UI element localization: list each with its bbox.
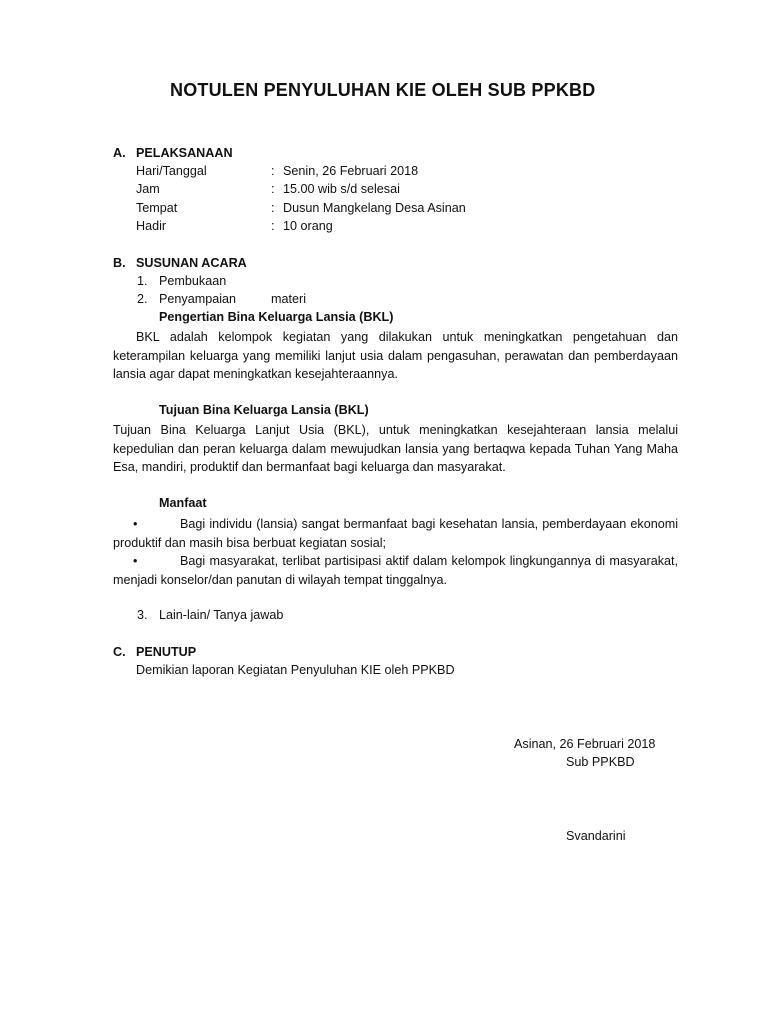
agenda-item-pembukaan: Pembukaan [159,274,227,288]
tujuan-heading: Tujuan Bina Keluarga Lansia (BKL) [159,403,369,417]
section-c-heading: PENUTUP [136,645,197,659]
signature-name: Svandarini [566,829,626,843]
penutup-body: Demikian laporan Kegiatan Penyuluhan KIE oleh PPKBD [136,663,455,677]
pengertian-heading: Pengertian Bina Keluarga Lansia (BKL) [159,310,394,324]
agenda-num: 2. [137,292,148,306]
row-value-hari-tanggal: Senin, 26 Februari 2018 [283,164,419,178]
manfaat-heading: Manfaat [159,496,207,510]
signature-role: Sub PPKBD [566,755,635,769]
manfaat-item-text: Bagi masyarakat, terlibat partisipasi aktif dalam kelompok lingkungannya di masyarakat, menjadi konselor/dan panutan di wilayah tempat tinggalnya. [113,554,678,587]
agenda-num: 3. [137,608,148,622]
pengertian-body: BKL adalah kelompok kegiatan yang dilakukan untuk meningkatkan pengetahuan dan keterampilan keluarga yang memiliki lanjut usia dalam pengasuhan, perawatan dan pemberdayaan lansia agar dapat meningkatkan kesejahteraannya. [113,330,678,381]
agenda-num: 1. [137,274,148,288]
signature-place-date: Asinan, 26 Februari 2018 [514,737,656,751]
agenda-item-lain-lain: Lain-lain/ Tanya jawab [159,608,284,622]
row-sep: : [271,164,275,178]
section-b-heading: SUSUNAN ACARA [136,256,247,270]
row-value-hadir: 10 orang [283,219,333,233]
bullet-icon: • [133,554,138,568]
manfaat-item-text: Bagi individu (lansia) sangat bermanfaat bagi kesehatan lansia, pemberdayaan ekonomi produktif dan masih bisa berbuat kegiatan sosial; [113,517,678,550]
row-label-jam: Jam [136,182,160,196]
row-value-tempat: Dusun Mangkelang Desa Asinan [283,201,466,215]
agenda-item-penyampaian: Penyampaian [159,292,237,306]
tujuan-body: Tujuan Bina Keluarga Lanjut Usia (BKL), untuk meningkatkan kesejahteraan lansia melalui kepedulian dan peran keluarga dalam mewujudkan lansia yang bertaqwa kepada Tuhan Yang Maha Esa, mandiri, produktif dan bermanfaat bagi keluarga dan masyarakat. [113,423,678,474]
row-sep: : [271,182,275,196]
manfaat-list-item [113,552,678,589]
row-label-hari-tanggal: Hari/Tanggal [136,164,207,178]
section-c-marker: C. [113,645,126,659]
row-sep: : [271,201,275,215]
agenda-item-materi: materi [271,292,306,306]
row-label-tempat: Tempat [136,201,178,215]
row-label-hadir: Hadir [136,219,167,233]
bullet-icon: • [133,517,138,531]
row-sep: : [271,219,275,233]
section-b-marker: B. [113,256,126,270]
row-value-jam: 15.00 wib s/d selesai [283,182,400,196]
document-title: NOTULEN PENYULUHAN KIE OLEH SUB PPKBD [170,80,596,100]
section-a-heading: PELAKSANAAN [136,146,233,160]
section-a-marker: A. [113,146,126,160]
manfaat-list-item [113,515,678,552]
